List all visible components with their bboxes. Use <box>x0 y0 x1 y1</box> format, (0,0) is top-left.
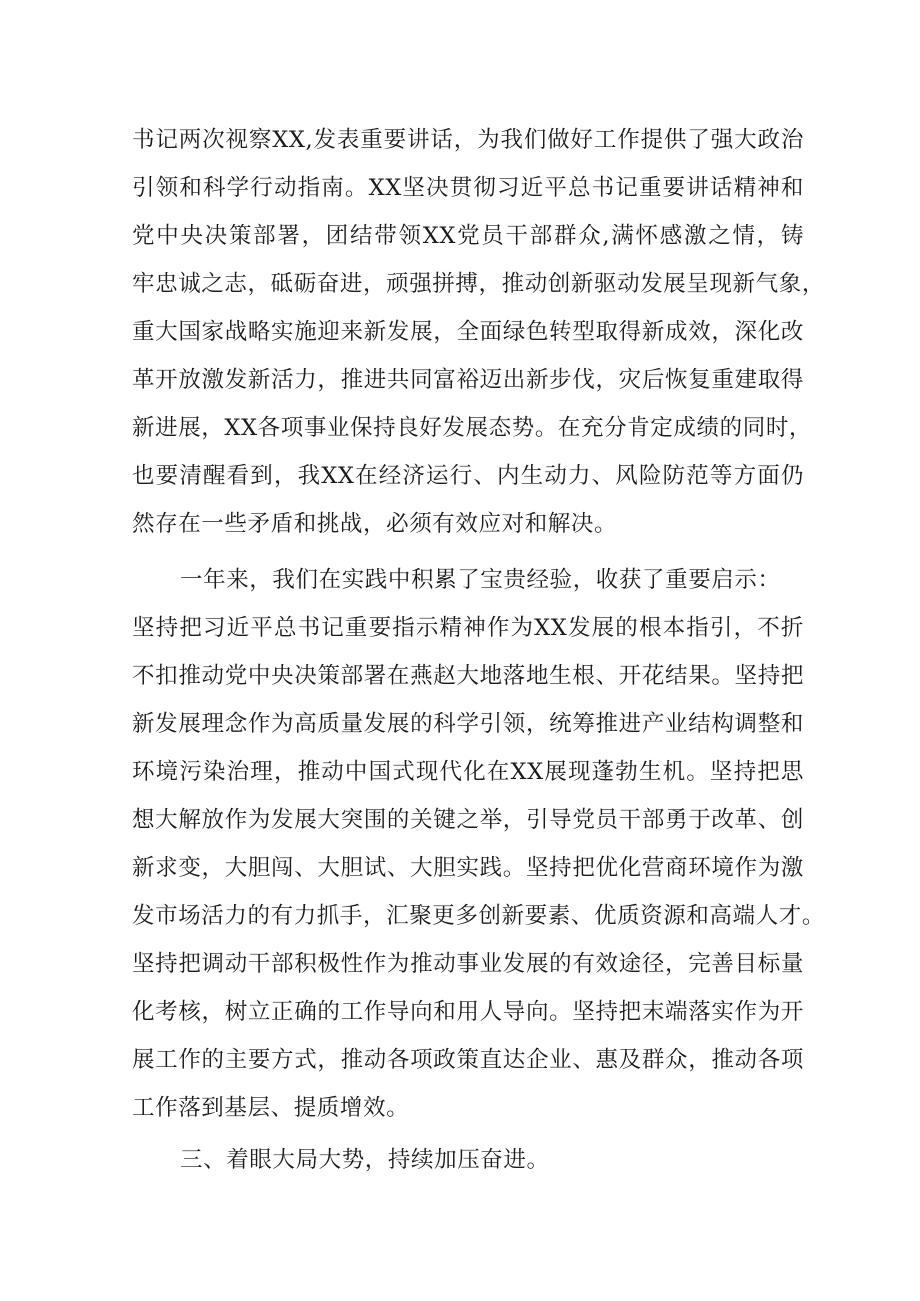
section-heading-3: 三、着眼大局大势，持续加压奋进。 <box>180 1147 550 1173</box>
paragraph1-line-1: 书记两次视察XX,发表重要讲话，为我们做好工作提供了强大政治 <box>132 127 804 153</box>
paragraph2-line-11: 展工作的主要方式，推动各项政策直达企业、惠及群众，推动各项 <box>132 1047 804 1073</box>
paragraph2-line-12: 工作落到基层、提质增效。 <box>132 1095 410 1121</box>
paragraph2-line-6: 想大解放作为发展大突围的关键之举，引导党员干部勇于改革、创 <box>132 807 804 833</box>
paragraph1-line-6: 革开放激发新活力，推进共同富裕迈出新步伐，灾后恢复重建取得 <box>132 367 804 393</box>
paragraph1-line-4: 牢忠诚之志，砥砺奋进，顽强拼搏，推动创新驱动发展呈现新气象， <box>132 271 826 297</box>
paragraph1-line-7: 新进展，XX各项事业保持良好发展态势。在充分肯定成绩的同时， <box>132 415 813 441</box>
paragraph2-line-8: 发市场活力的有力抓手，汇聚更多创新要素、优质资源和高端人才。 <box>132 903 826 929</box>
paragraph2-line-4: 新发展理念作为高质量发展的科学引领，统筹推进产业结构调整和 <box>132 711 804 737</box>
paragraph2-line-1: 一年来，我们在实践中积累了宝贵经验，收获了重要启示： <box>180 567 781 593</box>
paragraph1-line-2: 引领和科学行动指南。XX坚决贯彻习近平总书记重要讲话精神和 <box>132 175 804 201</box>
paragraph1-line-9: 然存在一些矛盾和挑战，必须有效应对和解决。 <box>132 511 618 537</box>
paragraph2-line-3: 不扣推动党中央决策部署在燕赵大地落地生根、开花结果。坚持把 <box>132 663 804 689</box>
paragraph2-line-9: 坚持把调动干部积极性作为推动事业发展的有效途径，完善目标量 <box>132 951 804 977</box>
paragraph1-line-3: 党中央决策部署，团结带领XX党员干部群众,满怀感激之情，铸 <box>132 223 804 249</box>
paragraph2-line-7: 新求变，大胆闯、大胆试、大胆实践。坚持把优化营商环境作为激 <box>132 855 804 881</box>
paragraph1-line-5: 重大国家战略实施迎来新发展，全面绿色转型取得新成效，深化改 <box>132 319 804 345</box>
paragraph1-line-8: 也要清醒看到，我XX在经济运行、内生动力、风险防范等方面仍 <box>132 463 804 489</box>
paragraph2-line-2: 坚持把习近平总书记重要指示精神作为XX发展的根本指引，不折 <box>132 615 804 641</box>
paragraph2-line-5: 环境污染治理，推动中国式现代化在XX展现蓬勃生机。坚持把思 <box>132 759 804 785</box>
paragraph2-line-10: 化考核，树立正确的工作导向和用人导向。坚持把末端落实作为开 <box>132 999 804 1025</box>
